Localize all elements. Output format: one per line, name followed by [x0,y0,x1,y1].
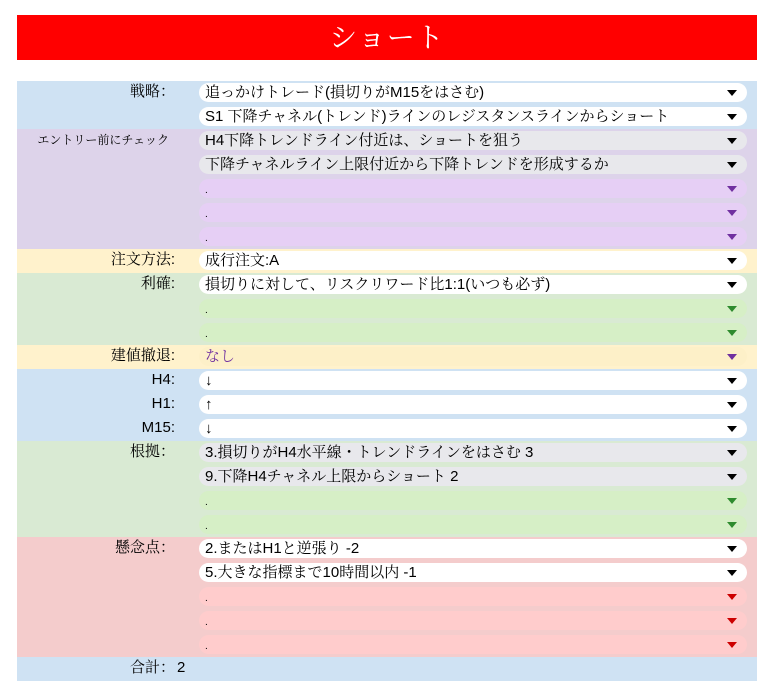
basis-dropdown-2[interactable] [199,467,747,486]
concerns-dropdown-2[interactable] [199,563,747,582]
strategy-row-2 [17,105,757,129]
chevron-down-icon [727,282,737,288]
entry-check-dropdown-3[interactable] [199,179,747,198]
m15-row [17,417,757,441]
order-method-row [17,249,757,273]
total-row [17,657,757,681]
take-profit-section [17,273,757,345]
chevron-down-icon [727,306,737,312]
concerns-row-2 [17,561,757,585]
strategy-value-1: 追っかけトレード(損切りがM15をはさむ) [205,84,485,101]
total-value: 2 [177,659,186,676]
chevron-down-icon [727,594,737,600]
entry-check-dropdown-5[interactable] [199,227,747,246]
take-profit-row-3 [17,321,757,345]
concerns-value-1: 2.またはH1と逆張り -2 [205,540,360,557]
entry-check-label: エントリー前にチェック [37,133,169,147]
concerns-value-3: . [205,593,208,604]
entry-check-value-4: . [205,209,208,220]
breakeven-label: 建値撤退: [110,347,175,364]
take-profit-dropdown-1[interactable] [199,275,747,294]
entry-check-dropdown-4[interactable] [199,203,747,222]
basis-value-2: 9.下降H4チャネル上限からショート 2 [205,468,459,485]
concerns-dropdown-4[interactable] [199,611,747,630]
total-label: 合計： [129,659,175,676]
take-profit-value-3: . [205,329,208,340]
chevron-down-icon [727,234,737,240]
order-method-section [17,249,757,273]
take-profit-dropdown-3[interactable] [199,323,747,342]
m15-label: M15: [141,419,175,436]
basis-value-1: 3.損切りがH4水平線・トレンドラインをはさむ 3 [205,444,534,461]
chevron-down-icon [727,138,737,144]
chevron-down-icon [727,402,737,408]
entry-check-dropdown-1[interactable] [199,131,747,150]
entry-check-value-2: 下降チャネルライン上限付近から下降トレンドを形成するか [205,156,609,173]
entry-check-value-3: . [205,185,208,196]
basis-value-4: . [205,521,208,532]
chevron-down-icon [727,450,737,456]
chevron-down-icon [727,618,737,624]
h4-label: H4: [151,371,175,388]
concerns-row-5 [17,633,757,657]
h1-row [17,393,757,417]
concerns-row-3 [17,585,757,609]
breakeven-value: なし [205,348,236,365]
breakeven-dropdown[interactable] [199,347,747,366]
basis-row-2 [17,465,757,489]
take-profit-label: 利確: [140,275,175,292]
chevron-down-icon [727,114,737,120]
total-section [17,657,757,681]
concerns-row-4 [17,609,757,633]
h1-value: ↑ [205,396,213,413]
m15-value: ↓ [205,420,213,437]
chevron-down-icon [727,90,737,96]
basis-row-3 [17,489,757,513]
entry-check-section [17,129,757,249]
concerns-row-1 [17,537,757,561]
basis-label: 根拠： [129,443,175,460]
entry-check-row-2 [17,153,757,177]
chevron-down-icon [727,426,737,432]
chevron-down-icon [727,258,737,264]
chevron-down-icon [727,642,737,648]
chevron-down-icon [727,162,737,168]
m15-dropdown[interactable] [199,419,747,438]
basis-value-3: . [205,497,208,508]
chevron-down-icon [727,354,737,360]
strategy-dropdown-1[interactable] [199,83,747,102]
basis-section [17,441,757,537]
concerns-dropdown-3[interactable] [199,587,747,606]
concerns-value-4: . [205,617,208,628]
basis-row-1 [17,441,757,465]
page-title: ショート [17,15,757,60]
concerns-value-2: 5.大きな指標まで10時間以内 -1 [205,564,417,581]
chevron-down-icon [727,186,737,192]
basis-row-4 [17,513,757,537]
concerns-dropdown-1[interactable] [199,539,747,558]
h1-label: H1: [151,395,175,412]
concerns-section [17,537,757,657]
chevron-down-icon [727,546,737,552]
order-method-label: 注文方法: [110,251,175,268]
strategy-row-1 [17,81,757,105]
entry-check-row-1 [17,129,757,153]
chevron-down-icon [727,522,737,528]
entry-check-row-3 [17,177,757,201]
timeframe-section [17,369,757,441]
breakeven-row [17,345,757,369]
chevron-down-icon [727,378,737,384]
h1-dropdown[interactable] [199,395,747,414]
entry-check-dropdown-2[interactable] [199,155,747,174]
trade-form [17,81,757,681]
order-method-value: 成行注文:A [205,252,280,269]
basis-dropdown-3[interactable] [199,491,747,510]
entry-check-row-5 [17,225,757,249]
strategy-value-2: S1 下降チャネル(トレンド)ラインのレジスタンスラインからショート [205,108,670,125]
entry-check-row-4 [17,201,757,225]
h4-row [17,369,757,393]
entry-check-value-5: . [205,233,208,244]
concerns-label: 懸念点： [114,539,175,556]
take-profit-dropdown-2[interactable] [199,299,747,318]
basis-dropdown-1[interactable] [199,443,747,462]
concerns-value-5: . [205,641,208,652]
take-profit-value-2: . [205,305,208,316]
basis-dropdown-4[interactable] [199,515,747,534]
take-profit-row-2 [17,297,757,321]
chevron-down-icon [727,498,737,504]
concerns-dropdown-5[interactable] [199,635,747,654]
chevron-down-icon [727,474,737,480]
h4-value: ↓ [205,372,213,389]
strategy-section [17,81,757,129]
h4-dropdown[interactable] [199,371,747,390]
chevron-down-icon [727,570,737,576]
order-method-dropdown[interactable] [199,251,747,270]
chevron-down-icon [727,330,737,336]
take-profit-row-1 [17,273,757,297]
strategy-dropdown-2[interactable] [199,107,747,126]
breakeven-section [17,345,757,369]
take-profit-value-1: 損切りに対して、リスクリワード比1:1(いつも必ず) [205,276,551,293]
strategy-label: 戦略： [129,83,175,100]
chevron-down-icon [727,210,737,216]
entry-check-value-1: H4下降トレンドライン付近は、ショートを狙う [205,132,524,149]
